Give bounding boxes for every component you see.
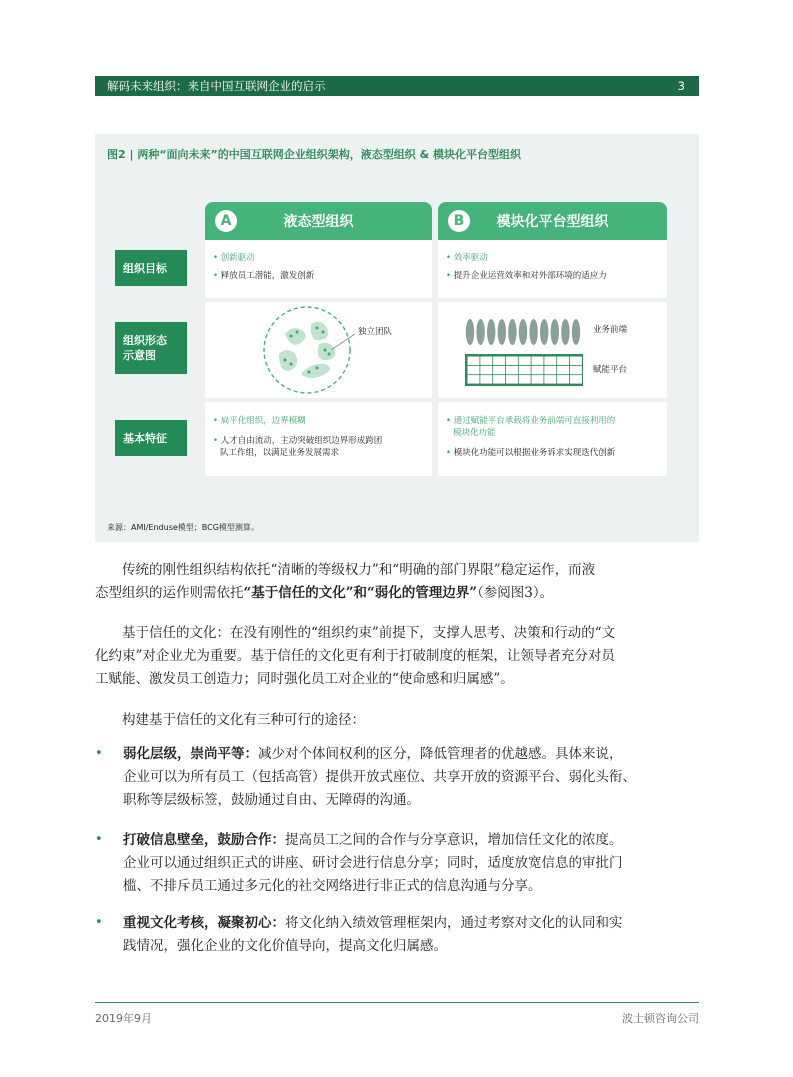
platform-module-cell [544, 366, 556, 375]
business-front-ellipse [572, 319, 580, 345]
business-front-ellipse [551, 319, 559, 345]
platform-module-cell [570, 357, 582, 366]
column-header-b [438, 202, 667, 240]
goal-cell-a [205, 240, 432, 298]
row-label-feature-text: 基本特征 [123, 431, 167, 445]
business-front-ellipse [476, 319, 484, 345]
business-front-ellipses [466, 319, 580, 345]
platform-module-cell [493, 366, 505, 375]
paragraph-2-line-3: 工赋能、激发员工创造力；同时强化员工对企业的“使命感和归属感”。 [95, 671, 514, 687]
goal-cell-b [438, 240, 667, 298]
platform-module-cell [506, 375, 518, 384]
footer-org: 波士顿咨询公司 [622, 1012, 699, 1025]
bullet-2-heading: 打破信息壁垒，鼓励合作： [123, 832, 285, 848]
enablement-platform-grid [465, 354, 583, 386]
column-header-a [205, 202, 432, 240]
platform-module-cell [532, 366, 544, 375]
platform-module-cell [544, 357, 556, 366]
platform-module-cell [468, 357, 480, 366]
business-front-ellipse [498, 319, 506, 345]
goal-a-item-2: • 释放员工潜能，激发创新 [213, 271, 315, 281]
liquid-org-diagram [205, 302, 432, 398]
business-front-label: 业务前端 [593, 325, 628, 335]
platform-module-cell [468, 366, 480, 375]
bullet-item-1: 弱化层级，崇尚平等：减少对个体间权利的区分，降低管理者的优越感。具体来说， 企业可以为所有员工（包括高管）提供开放式座位、共享开放的资源平台、弱化头衔、 职称等层级标签，鼓励通过自由、无障碍的沟通。 [123, 746, 636, 808]
row-label-diagram-line2: 示意图 [123, 349, 156, 362]
platform-module-cell [544, 375, 556, 384]
business-front-ellipse [540, 319, 548, 345]
figure-title: 图2 | 两种“面向未来”的中国互联网企业组织架构，液态型组织 & 模块化平台型组织 [107, 148, 522, 161]
bullet-dot-1: • [95, 746, 103, 761]
platform-module-cell [519, 375, 531, 384]
platform-module-cell [519, 366, 531, 375]
paragraph-2-line-2: 化约束”对企业尤为重要。基于信任的文化更有利于打破制度的框架，让领导者充分对员 [95, 648, 615, 664]
platform-module-cell [557, 357, 569, 366]
platform-module-cell [570, 375, 582, 384]
platform-module-cell [532, 357, 544, 366]
bullet-dot-2: • [95, 832, 103, 847]
row-label-diagram-line1: 组织形态 [123, 334, 167, 347]
bullet-dot-3: • [95, 915, 103, 930]
business-front-ellipse [466, 319, 474, 345]
feature-b-item-1-cont: 模块化功能 [453, 428, 496, 438]
bullet-3-heading: 重视文化考核，凝聚初心： [123, 915, 285, 931]
figure-source: 来源：AMI/Enduse模型；BCG模型测算。 [107, 523, 259, 532]
paragraph-3: 构建基于信任的文化有三种可行的途径： [122, 712, 365, 728]
paragraph-2 [95, 622, 699, 691]
feature-a-item-2: • 人才自由流动，主动突破组织边界形成跨团 [213, 436, 383, 446]
footer-divider [95, 1002, 699, 1003]
platform-module-cell [519, 357, 531, 366]
platform-module-cell [480, 375, 492, 384]
feature-cell-a [205, 402, 432, 476]
platform-module-cell [480, 357, 492, 366]
paragraph-2-line-1: 基于信任的文化：在没有刚性的“组织约束”前提下，支撑人思考、决策和行动的“文 [122, 625, 616, 641]
badge-b: B [448, 210, 470, 232]
feature-b-item-2: • 模块化功能可以根据业务诉求实现迭代创新 [446, 448, 616, 458]
paragraph-1-line-1: 传统的刚性组织结构依托“清晰的等级权力”和“明确的部门界限”稳定运作，而液 [122, 562, 596, 578]
feature-a-item-2-cont: 队工作组，以满足业务发展需求 [220, 448, 340, 458]
business-front-ellipse [529, 319, 537, 345]
feature-cell-b [438, 402, 667, 476]
bullet-item-3: 重视文化考核，凝聚初心：将文化纳入绩效管理框架内，通过考察对文化的认同和实 践情况，强化企业的文化价值导向，提高文化归属感。 [123, 915, 623, 954]
platform-module-cell [480, 366, 492, 375]
column-a-label: 液态型组织 [283, 214, 354, 230]
column-b-label: 模块化平台型组织 [496, 214, 609, 230]
platform-module-cell [493, 357, 505, 366]
platform-module-cell [506, 357, 518, 366]
footer-date: 2019年9月 [95, 1012, 152, 1025]
platform-module-cell [493, 375, 505, 384]
business-front-ellipse [487, 319, 495, 345]
diagram-cell-a [205, 302, 432, 398]
platform-module-cell [557, 375, 569, 384]
independent-team-note: 独立团队 [358, 327, 393, 337]
badge-a: A [215, 210, 237, 232]
paragraph-1-emphasis: “基于信任的文化”和“弱化的管理边界” [243, 585, 478, 601]
outer-dashed-circle [264, 307, 350, 393]
goal-a-item-1: • 创新驱动 [213, 253, 255, 263]
business-front-ellipse [519, 319, 527, 345]
business-front-ellipse [561, 319, 569, 345]
header-title: 解码未来组织：来自中国互联网企业的启示 [107, 79, 326, 93]
platform-module-cell [506, 366, 518, 375]
goal-b-item-2: • 提升企业运营效率和对外部环境的适应力 [446, 271, 607, 281]
diagram-cell-b [438, 302, 667, 398]
feature-b-item-1: • 通过赋能平台承载将业务前端可直接利用的 [446, 416, 616, 426]
platform-module-cell [468, 375, 480, 384]
platform-module-cell [557, 366, 569, 375]
feature-a-item-1: • 扁平化组织，边界模糊 [213, 416, 306, 426]
paragraph-1-line-2: 态型组织的运作则需依托“基于信任的文化”和“弱化的管理边界”（参阅图3）。 [95, 585, 554, 601]
paragraph-1 [95, 559, 699, 605]
modular-platform-diagram [438, 302, 667, 398]
goal-b-item-1: • 效率驱动 [446, 253, 488, 263]
enablement-platform-label: 赋能平台 [593, 365, 628, 375]
page-number: 3 [677, 79, 685, 93]
bullet-1-heading: 弱化层级，崇尚平等： [123, 746, 258, 762]
figure-panel [95, 134, 699, 542]
bullet-item-2: 打破信息壁垒，鼓励合作：提高员工之间的合作与分享意识，增加信任文化的浓度。 企业可以通过组织正式的讲座、研讨会进行信息分享；同时，适度放宽信息的审批门 槛、不排斥员工通过多元化的社交网络进行非正式的信息沟通与分享。 [123, 832, 623, 894]
business-front-ellipse [508, 319, 516, 345]
platform-module-cell [570, 366, 582, 375]
platform-module-cell [532, 375, 544, 384]
row-label-goal-text: 组织目标 [123, 261, 167, 275]
header-bar [95, 76, 699, 96]
